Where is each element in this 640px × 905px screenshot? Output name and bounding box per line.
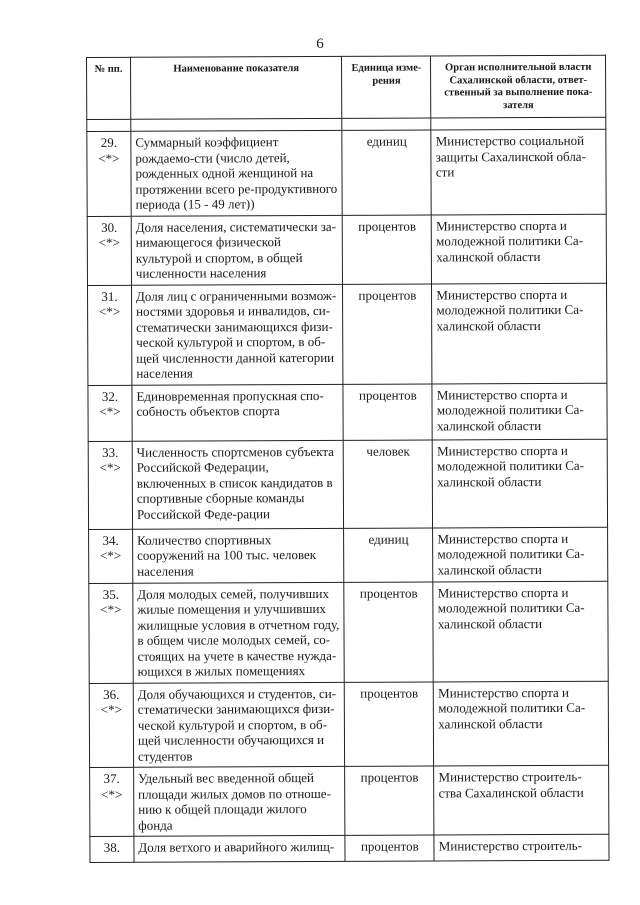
- row-number: 34.: [102, 532, 119, 548]
- row-number-cell: [89, 683, 133, 768]
- table-row: [90, 834, 609, 862]
- row-unit: процентов: [345, 835, 434, 861]
- row-number-cell: [87, 216, 131, 285]
- row-number: 33.: [102, 444, 119, 460]
- row-name: Единовременная пропускная спо-собность объектов спорта: [132, 384, 344, 441]
- row-number-cell: [89, 529, 133, 583]
- row-org: Министерство строитель-ства Сахалинской области: [434, 765, 609, 835]
- row-number: 36.: [103, 686, 120, 702]
- row-org: Министерство социальной защиты Сахалинской обла-сти: [431, 129, 606, 214]
- row-number: 35.: [102, 586, 119, 602]
- row-number: 37.: [103, 770, 120, 786]
- row-mark: <*>: [98, 234, 120, 250]
- row-name: Удельный вес введенной общей площади жилых домов по отноше-нию к общей площади жилого фонда: [134, 766, 346, 836]
- row-number-cell: [88, 385, 132, 441]
- row-org: Министерство спорта и молодежной политики Са-халинской области: [433, 581, 608, 682]
- header-unit: Единица изме-рения: [342, 56, 431, 118]
- row-number-cell: [90, 836, 134, 862]
- row-number: 29.: [100, 134, 117, 150]
- row-mark: <*>: [98, 150, 120, 166]
- row-unit: процентов: [344, 581, 433, 681]
- row-mark: <*>: [98, 303, 121, 319]
- row-mark: <*>: [100, 547, 122, 563]
- table-row: [90, 765, 609, 836]
- table-row: [89, 527, 608, 583]
- row-mark: <*>: [100, 701, 122, 717]
- row-unit: процентов: [345, 681, 434, 766]
- row-name: Доля лиц с ограниченными возмож-ностями здоровья и инвалидов, си-стематически занимающихся физи-ческой культурой и спортом, в об-щей численности данной категории населения: [131, 284, 343, 385]
- row-mark: <*>: [101, 786, 123, 802]
- row-number-cell: [89, 583, 133, 683]
- row-org: Министерство спорта и молодежной политики Са-халинской области: [432, 383, 607, 440]
- row-number: 31.: [101, 288, 118, 304]
- header-name: Наименование показателя: [130, 56, 342, 119]
- row-mark: <*>: [99, 459, 121, 475]
- row-org: Министерство строитель-: [434, 834, 609, 861]
- row-number: 30.: [101, 219, 118, 235]
- row-name: Суммарный коэффициент рождаемо-сти (число детей, рожденных одной женщиной на протяжении всего ре-продуктивного периода (15 - 49 лет)): [131, 130, 343, 215]
- table-header-row: [87, 55, 606, 119]
- row-number: 38.: [103, 839, 121, 855]
- row-number-cell: [88, 441, 132, 529]
- row-org: Министерство спорта и молодежной политики Са-халинской области: [432, 283, 607, 384]
- row-mark: <*>: [99, 403, 121, 419]
- row-unit: процентов: [343, 383, 432, 439]
- row-name: Доля обучающихся и студентов, си-стематически занимающихся физи-ческой культурой и спортом, в об-щей численности обучающихся и студентов: [133, 682, 345, 767]
- row-number-cell: [87, 285, 131, 385]
- row-org: Министерство спорта и молодежной политики Са-халинской области: [433, 439, 608, 528]
- row-number-cell: [87, 131, 131, 216]
- table-row: [87, 283, 606, 385]
- row-name: Доля ветхого и аварийного жилищ-: [134, 835, 346, 862]
- row-name: Доля населения, систематически за-нимающегося физической культурой и спортом, в общей численности населения: [131, 215, 343, 285]
- table-row: [87, 214, 606, 285]
- row-org: Министерство спорта и молодежной политики Са-халинской области: [432, 214, 607, 284]
- row-org: Министерство спорта и молодежной политики Са-халинской области: [433, 527, 608, 582]
- header-number: № пп.: [87, 57, 131, 119]
- table-row: [88, 383, 607, 441]
- row-unit: процентов: [343, 283, 432, 383]
- table-row: [88, 439, 607, 529]
- row-mark: <*>: [100, 601, 122, 617]
- row-number-cell: [90, 767, 134, 836]
- page-number: 6: [316, 36, 324, 52]
- row-unit: процентов: [345, 766, 434, 835]
- row-unit: человек: [344, 439, 433, 527]
- indicators-table: [86, 55, 610, 863]
- row-name: Доля молодых семей, получивших жилые помещения и улучшивших жилищные условия в отчетном году, в общем числе молодых семей, со-стоящих на учете в качестве нужда-ющихся в жилых помещениях: [133, 582, 345, 683]
- table-row: [87, 129, 606, 216]
- row-org: Министерство спорта и молодежной политики Са-халинской области: [434, 681, 609, 766]
- row-number: 32.: [101, 388, 119, 404]
- row-unit: процентов: [343, 214, 432, 283]
- row-name: Численность спортсменов субъекта Российской Федерации, включенных в список кандидатов в спортивные сборные команды Российской Феде-рации: [132, 440, 344, 529]
- row-unit: единиц: [342, 130, 431, 215]
- row-unit: единиц: [344, 527, 433, 581]
- row-name: Количество спортивных сооружений на 100 тыс. человек населения: [132, 528, 344, 583]
- header-org: Орган исполнительной власти Сахалинской области, ответ-ственный за выполнение пока-зателя: [431, 55, 606, 118]
- table-row: [89, 681, 608, 768]
- table-row: [89, 581, 608, 683]
